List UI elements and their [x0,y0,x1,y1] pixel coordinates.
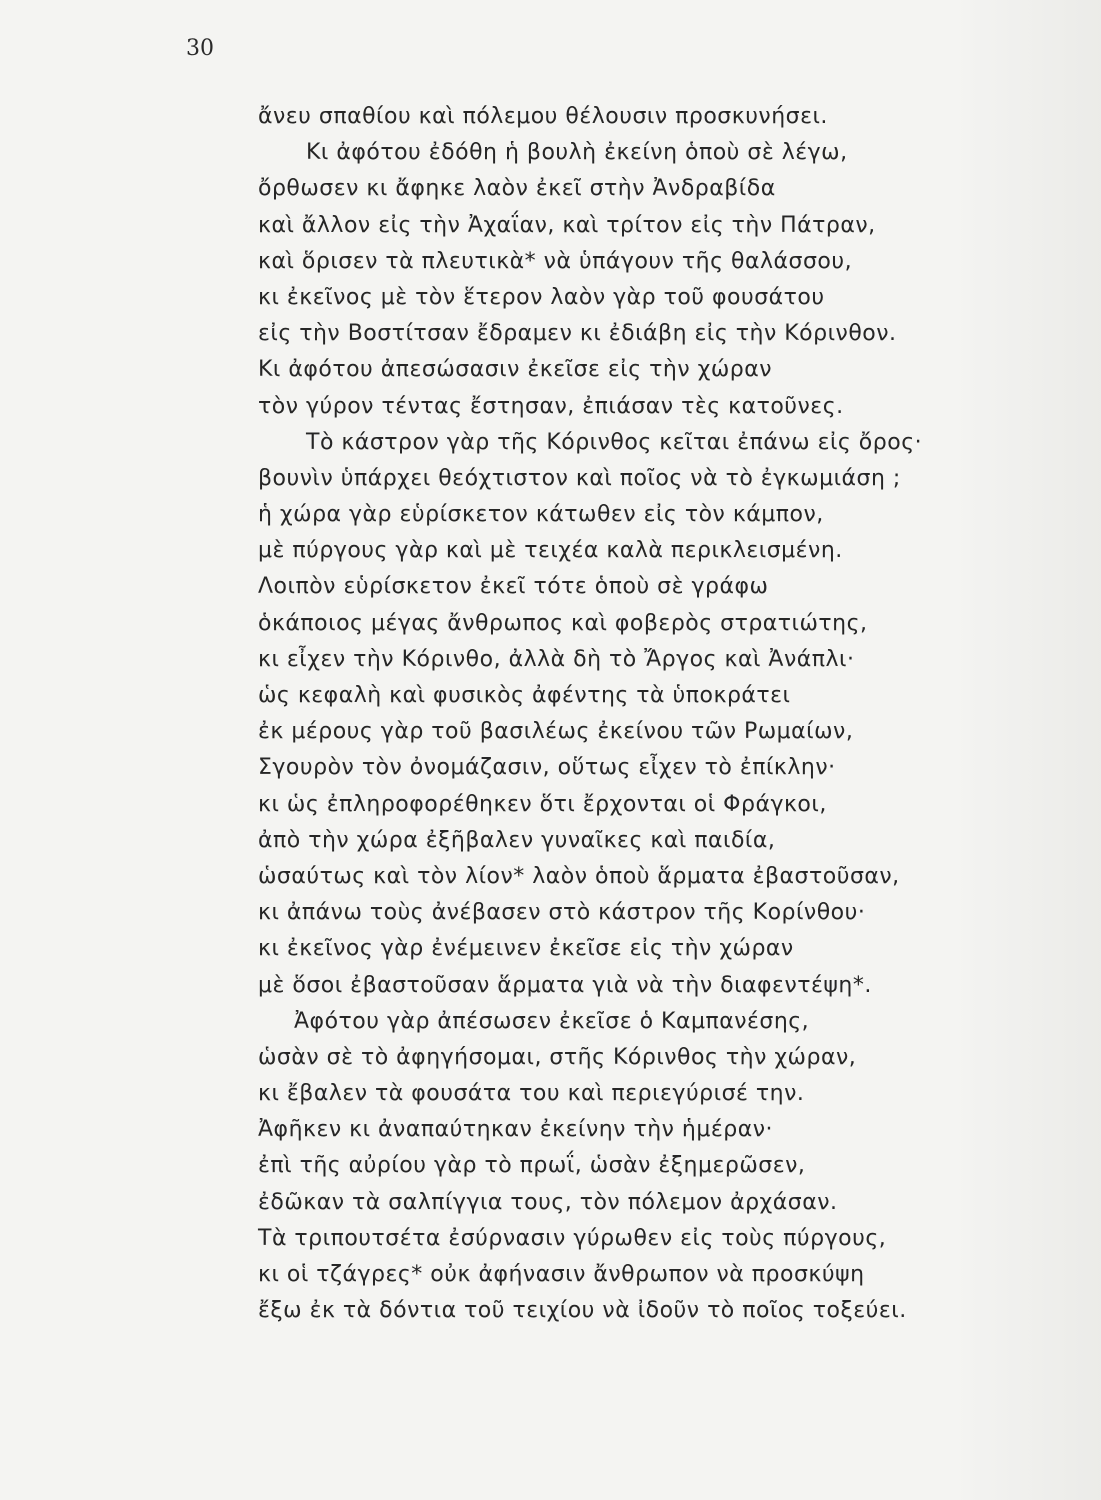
poem-line: καὶ ὅρισεν τὰ πλευτικὰ* νὰ ὑπάγουν τῆς θαλάσσου, [258,248,853,274]
poem-line: κι ὡς ἐπληροφορέθηκεν ὅτι ἔρχονται οἱ Φράγκοι, [258,791,827,817]
poem-line: Σγουρὸν τὸν ὀνομάζασιν, οὕτως εἶχεν τὸ ἐπίκλην· [258,755,836,781]
poem-line: κι ἐκεῖνος μὲ τὸν ἕτερον λαὸν γὰρ τοῦ φουσάτου [258,284,825,310]
poem-line: ἐκ μέρους γὰρ τοῦ βασιλέως ἐκείνου τῶν Ρωμαίων, [258,719,854,745]
poem-line: βουνὶν ὑπάρχει θεόχτιστον καὶ ποῖος νὰ τὸ ἐγκωμιάση ; [258,465,901,491]
poem-line: Ἀφότου γὰρ ἀπέσωσεν ἐκεῖσε ὁ Καμπανέσης, [294,1008,810,1034]
poem-line: εἰς τὴν Βοστίτσαν ἔδραμεν κι ἐδιάβη εἰς τὴν Κόρινθον. [258,321,897,347]
poem-line: κι οἱ τζάγρες* οὐκ ἀφήνασιν ἄνθρωπον νὰ προσκύψη [258,1262,865,1287]
poem-line: μὲ ὅσοι ἐβαστοῦσαν ἅρματα γιὰ νὰ τὴν διαφεντέψη*. [258,972,872,998]
poem-line: Τὸ κάστρον γὰρ τῆς Κόρινθος κεῖται ἐπάνω εἰς ὄρος· [306,429,923,455]
poem-line: ὁκάποιος μέγας ἄνθρωπος καὶ φοβερὸς στρατιώτης, [258,610,868,636]
poem-line: Τὰ τριπουτσέτα ἐσύρνασιν γύρωθεν εἰς τοὺς πύργους, [258,1225,887,1251]
poem-line: ἐπὶ τῆς αὐρίου γὰρ τὸ πρωΐ, ὡσὰν ἐξημερῶσεν, [258,1153,806,1179]
poem-line: ὡσαύτως καὶ τὸν λίον* λαὸν ὁποὺ ἅρματα ἐβαστοῦσαν, [258,863,900,889]
poem-line: Ἀφῆκεν κι ἀναπαύτηκαν ἐκείνην τὴν ἡμέραν· [258,1117,774,1143]
poem-line: κι ἔβαλεν τὰ φουσάτα του καὶ περιεγύρισέ την. [258,1081,805,1107]
poem-line: μὲ πύργους γὰρ καὶ μὲ τειχέα καλὰ περικλεισμένη. [258,538,843,564]
poem-line: ἄνευ σπαθίου καὶ πόλεμου θέλουσιν προσκυνήσει. [258,104,828,129]
poem-line: Κι ἀφότου ἀπεσώσασιν ἐκεῖσε εἰς τὴν χώραν [258,357,773,383]
poem-line: ὡσὰν σὲ τὸ ἀφηγήσομαι, στῆς Κόρινθος τὴν χώραν, [258,1044,857,1070]
poem-line: κι ἐκεῖνος γὰρ ἐνέμεινεν ἐκεῖσε εἰς τὴν χώραν [258,936,794,962]
poem-line: Κι ἀφότου ἐδόθη ἡ βουλὴ ἐκείνη ὁποὺ σὲ λέγω, [306,140,848,166]
poem-line: κι εἶχεν τὴν Κόρινθο, ἀλλὰ δὴ τὸ Ἄργος καὶ Ἀνάπλι· [258,646,855,672]
poem-line: ἐδῶκαν τὰ σαλπίγγια τους, τὸν πόλεμον ἀρχάσαν. [258,1189,838,1215]
poem-line: ἡ χώρα γὰρ εὑρίσκετον κάτωθεν εἰς τὸν κάμπον, [258,502,824,528]
poem-line: ἔξω ἐκ τὰ δόντια τοῦ τειχίου νὰ ἰδοῦν τὸ ποῖος τοξεύει. [258,1298,907,1324]
page-number: 30 [186,36,214,61]
poem-line: ὄρθωσεν κι ἄφηκε λαὸν ἐκεῖ στὴν Ἀνδραβίδα [258,176,776,202]
poem-line: κι ἀπάνω τοὺς ἀνέβασεν στὸ κάστρον τῆς Κορίνθου· [258,900,866,926]
poem-line: ὡς κεφαλὴ καὶ φυσικὸς ἀφέντης τὰ ὑποκράτει [258,683,791,708]
poem-line: ἀπὸ τὴν χώρα ἐξῆβαλεν γυναῖκες καὶ παιδία, [258,827,776,853]
poem-line: Λοιπὸν εὑρίσκετον ἐκεῖ τότε ὁποὺ σὲ γράφω [258,574,769,600]
poem-text [258,99,998,1329]
poem-line: τὸν γύρον τέντας ἔστησαν, ἐπιάσαν τὲς κατοῦνες. [258,393,844,419]
poem-line: καὶ ἄλλον εἰς τὴν Ἀχαΐαν, καὶ τρίτον εἰς τὴν Πάτραν, [258,212,876,238]
